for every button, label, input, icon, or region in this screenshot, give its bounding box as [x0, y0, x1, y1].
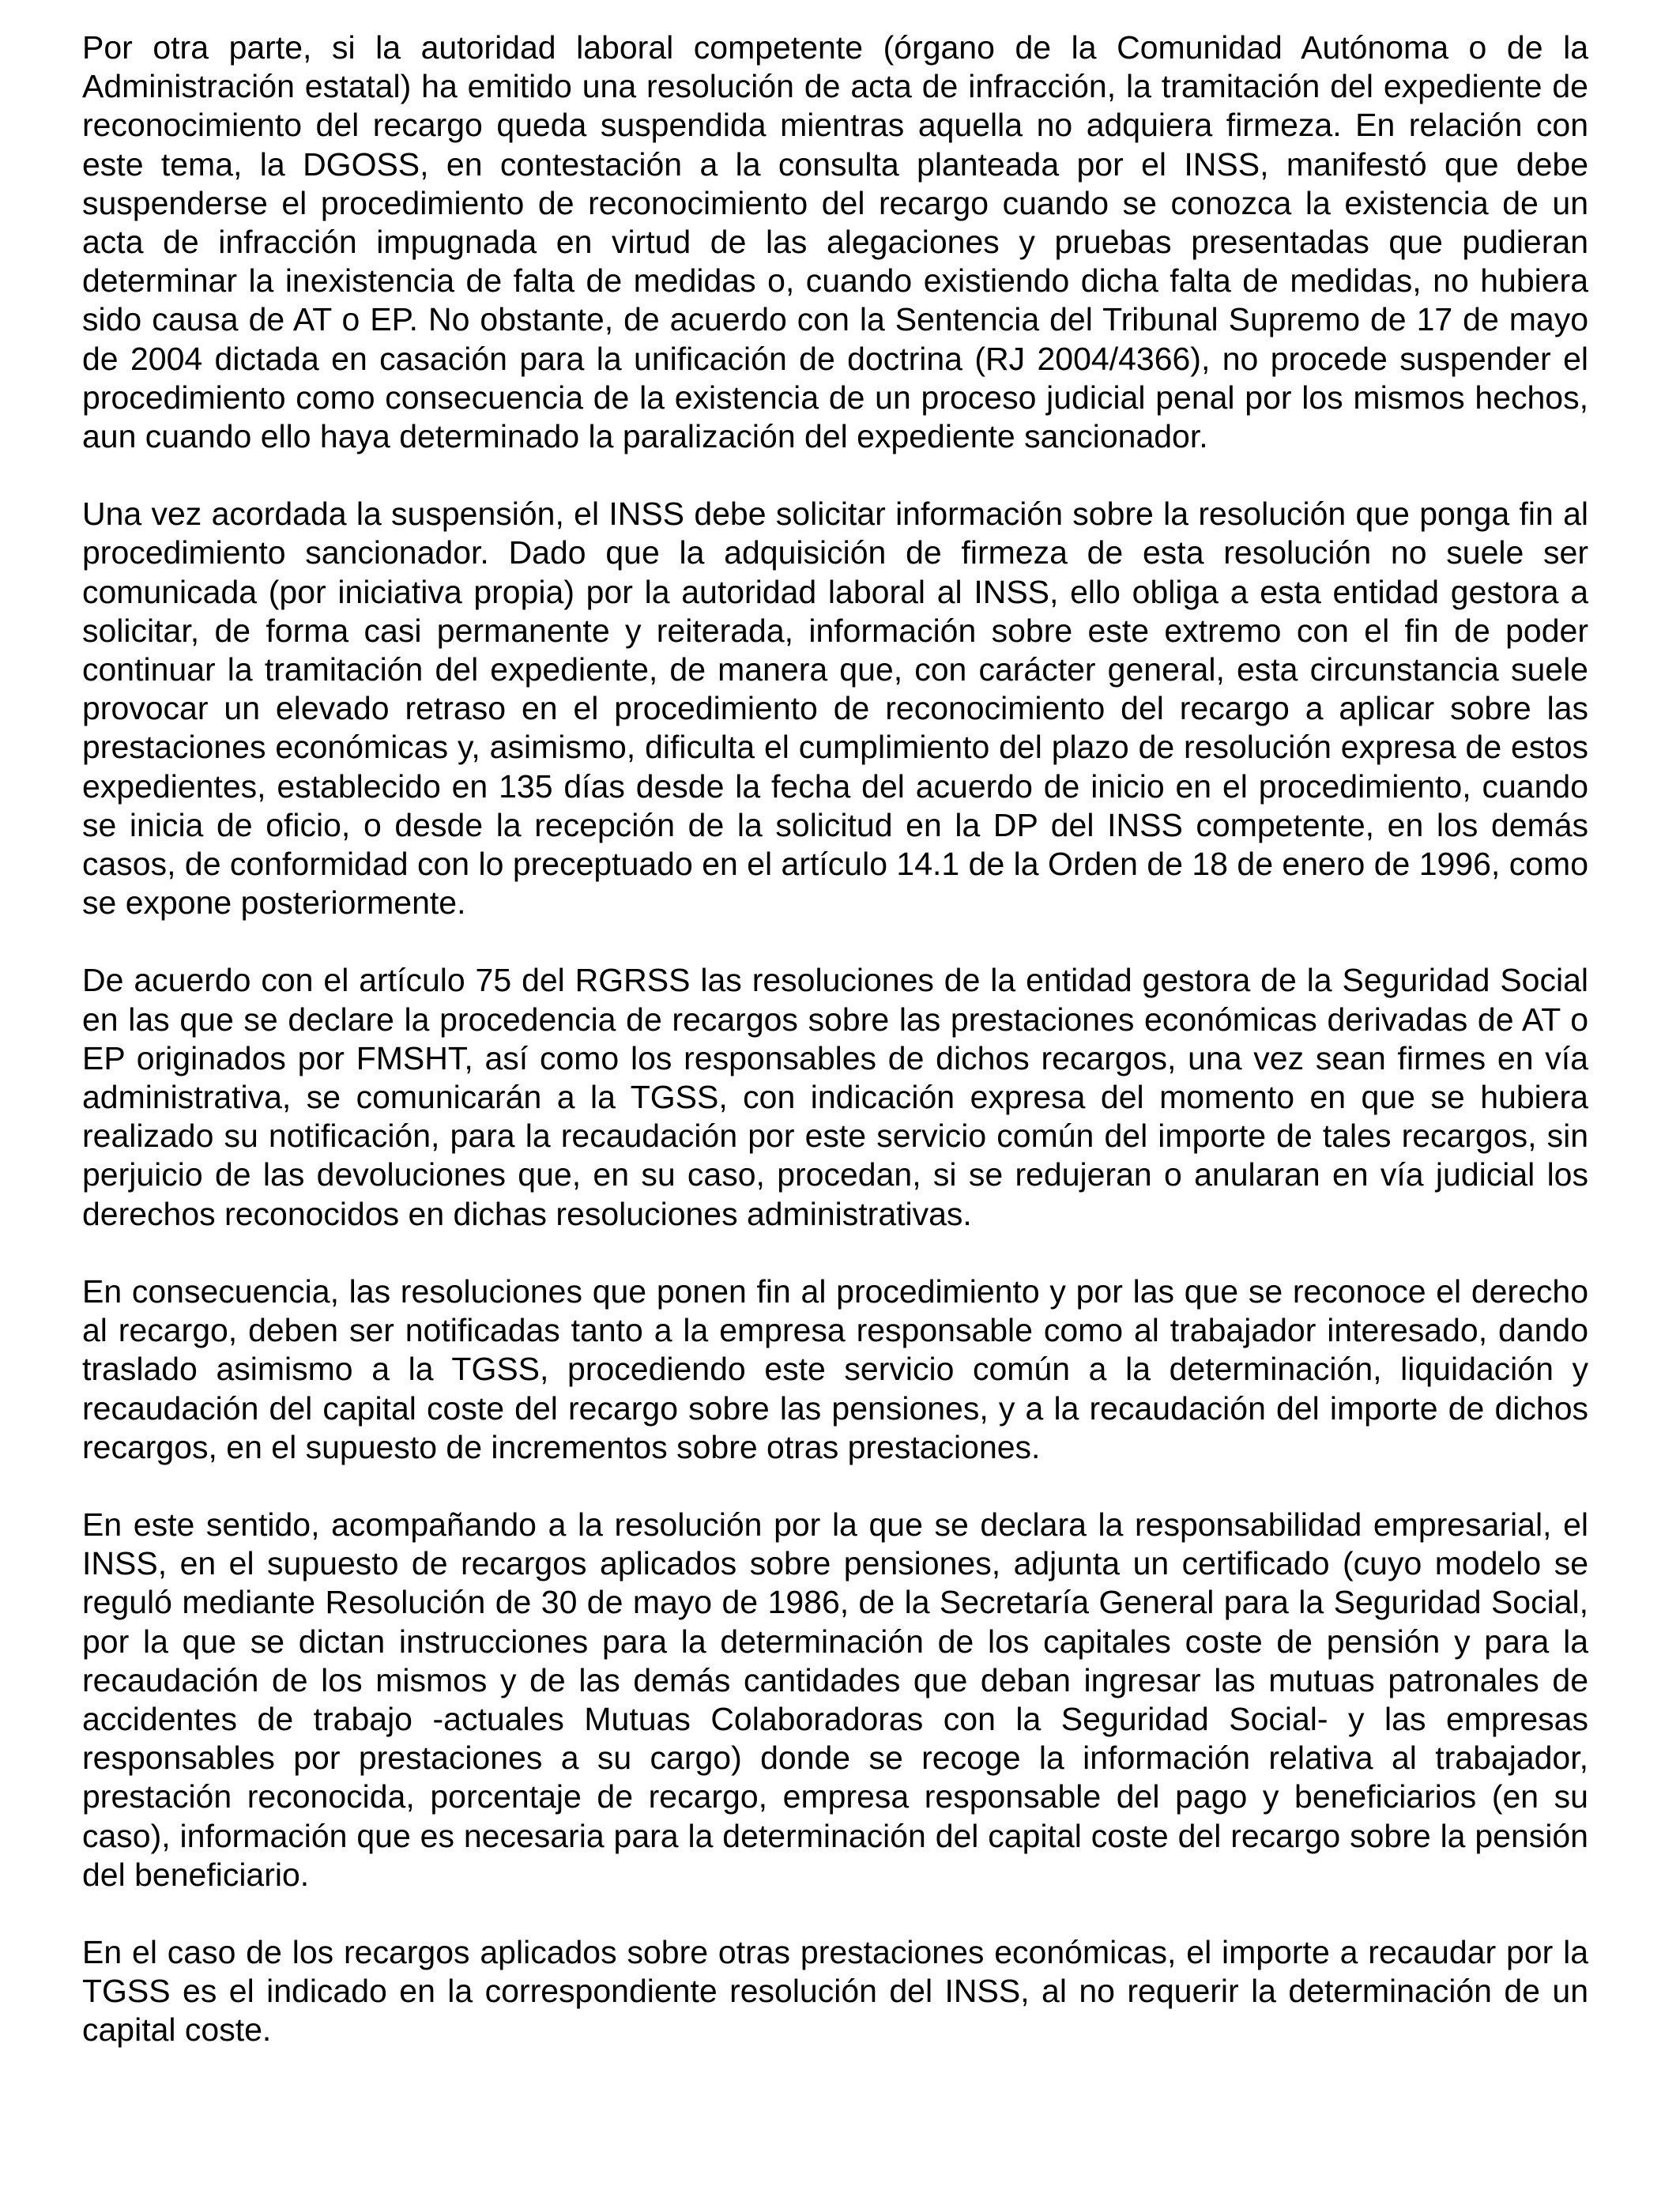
paragraph-consecuencia: En consecuencia, las resoluciones que ponen fin al procedimiento y por las que se reconoce el derecho al recargo, deben ser notificadas tanto a la empresa responsable como al trabajador interesado, dando traslado asimismo a la TGSS, procediendo este servicio común a la determinación, liquidación y recaudación del capital coste del recargo sobre las pensiones, y a la recaudación del importe de dichos recargos, en el supuesto de incrementos sobre otras prestaciones. [82, 1272, 1588, 1465]
paragraph-solicitud-informacion: Una vez acordada la suspensión, el INSS debe solicitar información sobre la resolución que ponga fin al procedimiento sancionador. Dado que la adquisición de firmeza de esta resolución no suele ser comunicada (por iniciativa propia) por la autoridad laboral al INSS, ello obliga a esta entidad gestora a solicitar, de forma casi permanente y reiterada, información sobre este extremo con el fin de poder continuar la tramitación del expediente, de manera que, con carácter general, esta circunstancia suele provocar un elevado retraso en el procedimiento de reconocimiento del recargo a aplicar sobre las prestaciones económicas y, asimismo, dificulta el cumplimiento del plazo de resolución expresa de estos expedientes, establecido en 135 días desde la fecha del acuerdo de inicio en el procedimiento, cuando se inicia de oficio, o desde la recepción de la solicitud en la DP del INSS competente, en los demás casos, de conformidad con lo preceptuado en el artículo 14.1 de la Orden de 18 de enero de 1996, como se expone posteriormente. [82, 496, 1588, 922]
paragraph-certificado: En este sentido, acompañando a la resolución por la que se declara la responsabilidad empresarial, el INSS, en el supuesto de recargos aplicados sobre pensiones, adjunta un certificado (cuyo modelo se reguló mediante Resolución de 30 de mayo de 1986, de la Secretaría General para la Seguridad Social, por la que se dictan instrucciones para la determinación de los capitales coste de pensión y para la recaudación de los mismos y de las demás cantidades que deban ingresar las mutuas patronales de accidentes de trabajo -actuales Mutuas Colaboradoras con la Seguridad Social- y las empresas responsables por prestaciones a su cargo) donde se recoge la información relativa al trabajador, prestación reconocida, porcentaje de recargo, empresa responsable del pago y beneficiarios (en su caso), información que es necesaria para la determinación del capital coste del recargo sobre la pensión del beneficiario. [82, 1506, 1588, 1893]
paragraph-otras-prestaciones: En el caso de los recargos aplicados sobre otras prestaciones económicas, el importe a recaudar por la TGSS es el indicado en la correspondiente resolución del INSS, al no requerir la determinación de un capital coste. [82, 1933, 1588, 2049]
paragraph-suspension-acta: Por otra parte, si la autoridad laboral competente (órgano de la Comunidad Autónoma o de la Administración estatal) ha emitido una resolución de acta de infracción, la tramitación del expediente de reconocimiento del recargo queda suspendida mientras aquella no adquiera firmeza. En relación con este tema, la DGOSS, en contestación a la consulta planteada por el INSS, manifestó que debe suspenderse el procedimiento de reconocimiento del recargo cuando se conozca la existencia de un acta de infracción impugnada en virtud de las alegaciones y pruebas presentadas que pudieran determinar la inexistencia de falta de medidas o, cuando existiendo dicha falta de medidas, no hubiera sido causa de AT o EP. No obstante, de acuerdo con la Sentencia del Tribunal Supremo de 17 de mayo de 2004 dictada en casación para la unificación de doctrina (RJ 2004/4366), no procede suspender el procedimiento como consecuencia de la existencia de un proceso judicial penal por los mismos hechos, aun cuando ello haya determinado la paralización del expediente sancionador. [82, 29, 1588, 455]
document-page [82, 28, 1588, 2050]
paragraph-articulo-75: De acuerdo con el artículo 75 del RGRSS las resoluciones de la entidad gestora de la Seguridad Social en las que se declare la procedencia de recargos sobre las prestaciones económicas derivadas de AT o EP originados por FMSHT, así como los responsables de dichos recargos, una vez sean firmes en vía administrativa, se comunicarán a la TGSS, con indicación expresa del momento en que se hubiera realizado su notificación, para la recaudación por este servicio común del importe de tales recargos, sin perjuicio de las devoluciones que, en su caso, procedan, si se redujeran o anularan en vía judicial los derechos reconocidos en dichas resoluciones administrativas. [82, 962, 1588, 1232]
